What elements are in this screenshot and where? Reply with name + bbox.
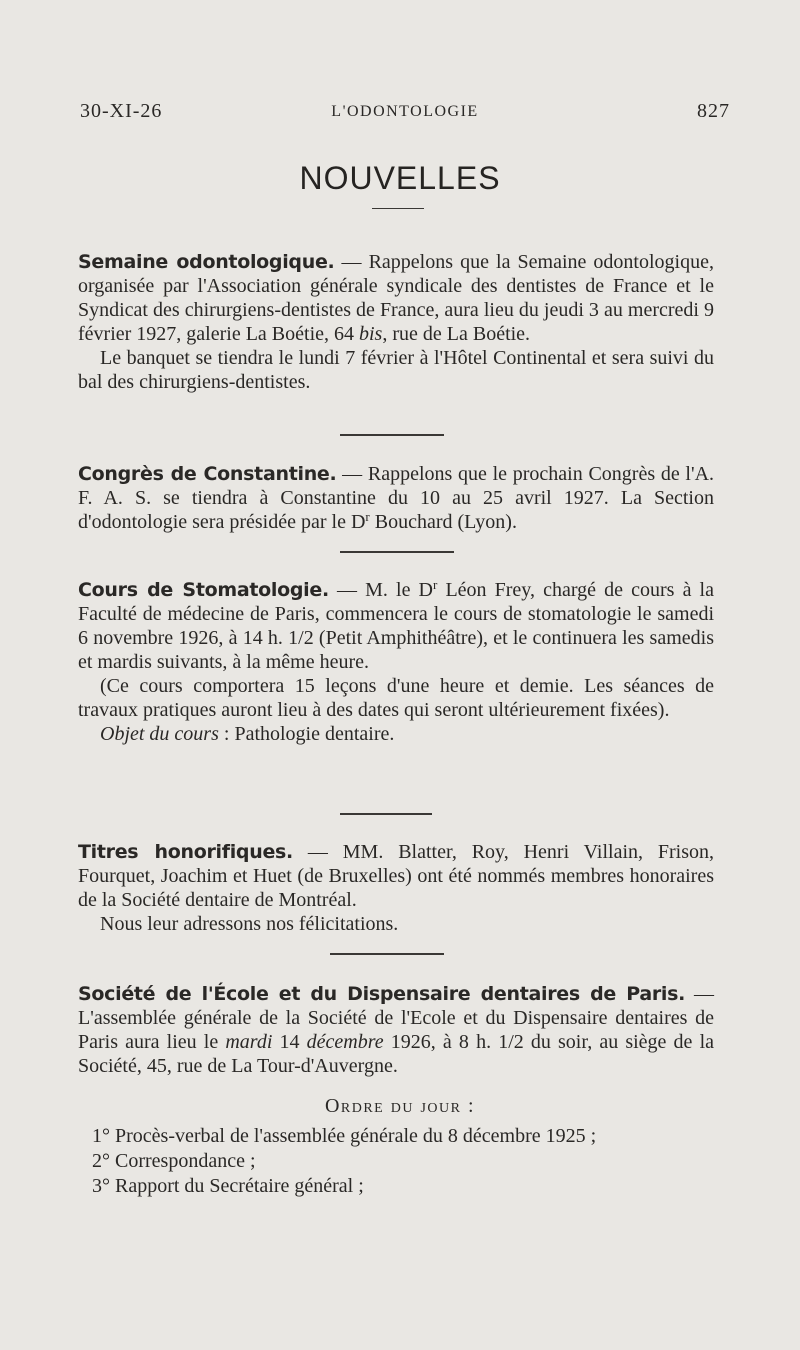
running-head xyxy=(80,100,730,130)
article-text: — Rappelons que le prochain Congrès de l'A. F. A. S. se tiendra à Constantine du 10 au 25 avril 1927. La Section d'odontologie sera présidée par le D xyxy=(78,463,715,533)
article-paragraph: (Ce cours comportera 15 leçons d'une heure et demie. Les séances de travaux pratiques auront lieu à des dates qui seront ultérieurement fixées). xyxy=(78,675,714,721)
article-congres-constantine xyxy=(78,462,714,534)
article-text: — MM. Blatter, Roy, Henri Villain, Frison, Fourquet, Joachim et Huet (de Bruxelles) ont été nommés membres honoraires de la Société dentaire de Montréal. xyxy=(78,841,715,911)
section-divider xyxy=(340,434,444,436)
article-heading: Congrès de Constantine. xyxy=(78,463,337,485)
agenda-title: Ordre du jour : xyxy=(324,1095,476,1117)
article-heading: Cours de Stomatologie. xyxy=(78,579,329,601)
agenda-item: 1° Procès-verbal de l'assemblée générale du 8 décembre 1925 ; xyxy=(92,1125,597,1147)
article-text-italic: bis xyxy=(359,323,383,345)
article-cours-stomatologie xyxy=(78,578,714,746)
superscript: r xyxy=(433,577,438,592)
article-text: , rue de La Boétie. xyxy=(382,323,531,345)
article-paragraph xyxy=(78,250,714,346)
article-text: 1926, à 8 h. 1/2 du soir, au siège de la Société, 45, rue de La Tour-d'Auvergne. xyxy=(78,1031,715,1077)
page-title: NOUVELLES xyxy=(299,160,501,196)
superscript: r xyxy=(365,509,370,524)
agenda-item: 2° Correspondance ; xyxy=(92,1150,256,1172)
article-semaine-odontologique xyxy=(78,250,714,394)
agenda-list xyxy=(92,1124,714,1199)
article-text: Léon Frey, chargé de cours à la Faculté de médecine de Paris, commencera le cours de stomatologie le samedi 6 novembre 1926, à 14 h. 1/2 (Petit Amphithéâtre), et le continuera les samedis et mardis suivants, à la même heure. xyxy=(78,579,714,673)
article-text: — Rappelons que la Semaine odontologique, organisée par l'Association générale syndicale des dentistes de France et le Syndicat des chirurgiens-dentistes de France, aura lieu du jeudi 3 au mercredi 9 février 1927, galerie La Boétie, 64 xyxy=(78,251,714,345)
page-number: 827 xyxy=(697,100,730,122)
section-divider xyxy=(330,953,444,955)
issue-date: 30-XI-26 xyxy=(80,100,163,122)
article-paragraph xyxy=(78,840,714,912)
article-heading: Semaine odontologique. xyxy=(78,251,335,273)
article-paragraph: Nous leur adressons nos félicitations. xyxy=(100,913,399,935)
section-divider xyxy=(340,551,454,553)
article-text: — L'assemblée générale de la Société de l'Ecole et du Dispensaire dentaires de Paris aura lieu le xyxy=(78,983,714,1053)
article-heading: Titres honorifiques. xyxy=(78,841,293,863)
article-text: Bouchard (Lyon). xyxy=(369,511,517,533)
article-titres-honorifiques xyxy=(78,840,714,936)
agenda-item: 3° Rapport du Secrétaire général ; xyxy=(92,1175,364,1197)
article-text: 14 xyxy=(272,1031,307,1053)
article-text-italic: décembre xyxy=(306,1031,384,1053)
objet-value: : Pathologie dentaire. xyxy=(218,723,395,745)
journal-name: L'ODONTOLOGIE xyxy=(331,103,479,120)
section-divider xyxy=(340,813,432,815)
article-paragraph xyxy=(78,578,714,674)
article-paragraph xyxy=(78,462,714,534)
article-paragraph xyxy=(78,982,714,1078)
article-text: — M. le D xyxy=(337,579,433,601)
objet-label: Objet du cours xyxy=(100,723,219,745)
article-text-italic: mardi xyxy=(225,1031,273,1053)
article-paragraph: Le banquet se tiendra le lundi 7 février à l'Hôtel Continental et sera suivi du bal des chirurgiens-dentistes. xyxy=(78,347,714,393)
article-societe-ecole xyxy=(78,982,714,1078)
article-paragraph xyxy=(78,722,714,746)
title-rule xyxy=(372,208,424,209)
article-heading: Société de l'École et du Dispensaire dentaires de Paris. xyxy=(78,983,686,1005)
